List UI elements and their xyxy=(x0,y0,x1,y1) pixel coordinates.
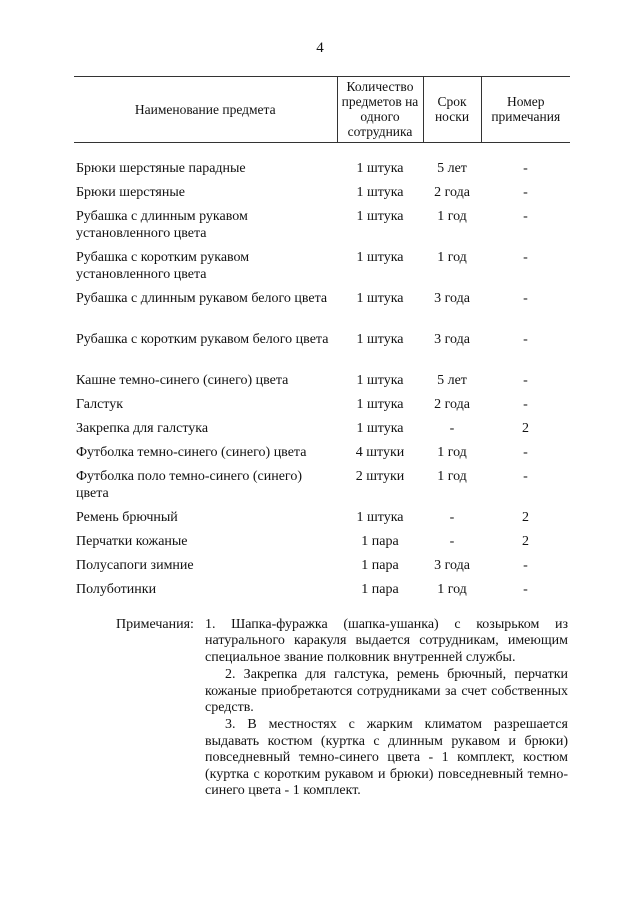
item-quantity: 1 штука xyxy=(356,332,404,347)
item-quantity: 1 пара xyxy=(361,558,399,573)
header-note-number: Номер примечания xyxy=(481,77,570,143)
item-quantity: 1 штука xyxy=(356,161,404,176)
item-name: Рубашка с коротким рукавом установленного цвета xyxy=(76,250,250,282)
table-spacer xyxy=(74,143,570,162)
item-note: - xyxy=(523,291,528,306)
table-row xyxy=(74,534,570,558)
clothing-items-table xyxy=(74,76,570,606)
item-term: - xyxy=(449,421,455,436)
item-note: - xyxy=(523,582,528,597)
item-note: - xyxy=(523,185,528,200)
item-note: - xyxy=(523,250,528,265)
item-quantity: 1 пара xyxy=(361,534,399,549)
notes-body xyxy=(205,617,568,800)
item-quantity: 2 штуки xyxy=(355,469,405,484)
item-name: Брюки шерстяные xyxy=(76,185,185,200)
item-name: Закрепка для галстука xyxy=(76,421,209,436)
item-term: 1 год xyxy=(437,209,467,224)
item-note: 2 xyxy=(522,421,529,436)
item-term: 1 год xyxy=(437,250,467,265)
item-quantity: 1 штука xyxy=(356,209,404,224)
item-quantity: 1 штука xyxy=(356,291,404,306)
table-row xyxy=(74,185,570,209)
table-row xyxy=(74,445,570,469)
table-row xyxy=(74,291,570,332)
table-row xyxy=(74,161,570,185)
page-number: 4 xyxy=(316,40,324,56)
item-name: Рубашка с длинным рукавом белого цвета xyxy=(76,291,328,306)
table-row xyxy=(74,510,570,534)
item-quantity: 1 штука xyxy=(356,373,404,388)
table-row xyxy=(74,373,570,397)
note-2: 2. Закрепка для галстука, ремень брючный, перчатки кожаные приобретаются сотрудниками за счет собственных средств. xyxy=(205,667,568,716)
item-name: Брюки шерстяные парадные xyxy=(76,161,246,176)
header-wear-term: Срок носки xyxy=(423,77,481,143)
item-name: Ремень брючный xyxy=(76,510,178,525)
item-quantity: 4 штуки xyxy=(355,445,405,460)
item-term: 1 год xyxy=(437,445,467,460)
item-term: 1 год xyxy=(437,582,467,597)
item-quantity: 1 штука xyxy=(356,250,404,265)
item-name: Рубашка с коротким рукавом белого цвета xyxy=(76,332,329,347)
header-item-name: Наименование предмета xyxy=(74,77,337,143)
item-name: Кашне темно-синего (синего) цвета xyxy=(76,373,289,388)
item-note: - xyxy=(523,332,528,347)
item-term: 3 года xyxy=(434,332,470,347)
notes-label: Примечания: xyxy=(116,617,194,632)
item-name: Полуботинки xyxy=(76,582,157,597)
table-row xyxy=(74,209,570,250)
item-note: - xyxy=(523,209,528,224)
table-row xyxy=(74,397,570,421)
item-name: Футболка темно-синего (синего) цвета xyxy=(76,445,307,460)
item-quantity: 1 штука xyxy=(356,421,404,436)
item-term: - xyxy=(449,510,455,525)
item-name: Перчатки кожаные xyxy=(76,534,188,549)
item-quantity: 1 штука xyxy=(356,185,404,200)
item-quantity: 1 пара xyxy=(361,582,399,597)
table-row xyxy=(74,421,570,445)
item-name: Галстук xyxy=(76,397,124,412)
item-term: 1 год xyxy=(437,469,467,484)
item-name: Футболка поло темно-синего (синего) цвета xyxy=(76,469,302,501)
item-term: 5 лет xyxy=(437,373,467,388)
item-term: 5 лет xyxy=(437,161,467,176)
note-3: 3. В местностях с жарким климатом разрешается выдавать костюм (куртка с длинным рукавом и брюки) повседневный темно-синего цвета - 1 комплект, костюм (куртка с коротким рукавом и брюки) повседневный темно-синего цвета - 1 комплект. xyxy=(205,717,568,799)
item-note: - xyxy=(523,558,528,573)
item-note: - xyxy=(523,469,528,484)
item-note: 2 xyxy=(522,534,529,549)
table-header-row xyxy=(74,77,570,143)
item-term: 2 года xyxy=(434,185,470,200)
item-term: - xyxy=(449,534,455,549)
item-term: 2 года xyxy=(434,397,470,412)
item-note: - xyxy=(523,373,528,388)
item-term: 3 года xyxy=(434,558,470,573)
table-row xyxy=(74,332,570,373)
header-quantity: Количество предметов на одного сотрудника xyxy=(337,77,423,143)
table-row xyxy=(74,469,570,510)
item-quantity: 1 штука xyxy=(356,397,404,412)
item-note: 2 xyxy=(522,510,529,525)
item-name: Полусапоги зимние xyxy=(76,558,194,573)
item-note: - xyxy=(523,161,528,176)
note-1: 1. Шапка-фуражка (шапка-ушанка) с козырьком из натурального каракуля выдается сотрудникам, имеющим специальное звание полковник внутренней службы. xyxy=(205,617,568,665)
item-note: - xyxy=(523,397,528,412)
item-name: Рубашка с длинным рукавом установленного цвета xyxy=(76,209,248,241)
table-row xyxy=(74,250,570,291)
item-term: 3 года xyxy=(434,291,470,306)
item-note: - xyxy=(523,445,528,460)
item-quantity: 1 штука xyxy=(356,510,404,525)
table-row xyxy=(74,582,570,606)
table-row xyxy=(74,558,570,582)
